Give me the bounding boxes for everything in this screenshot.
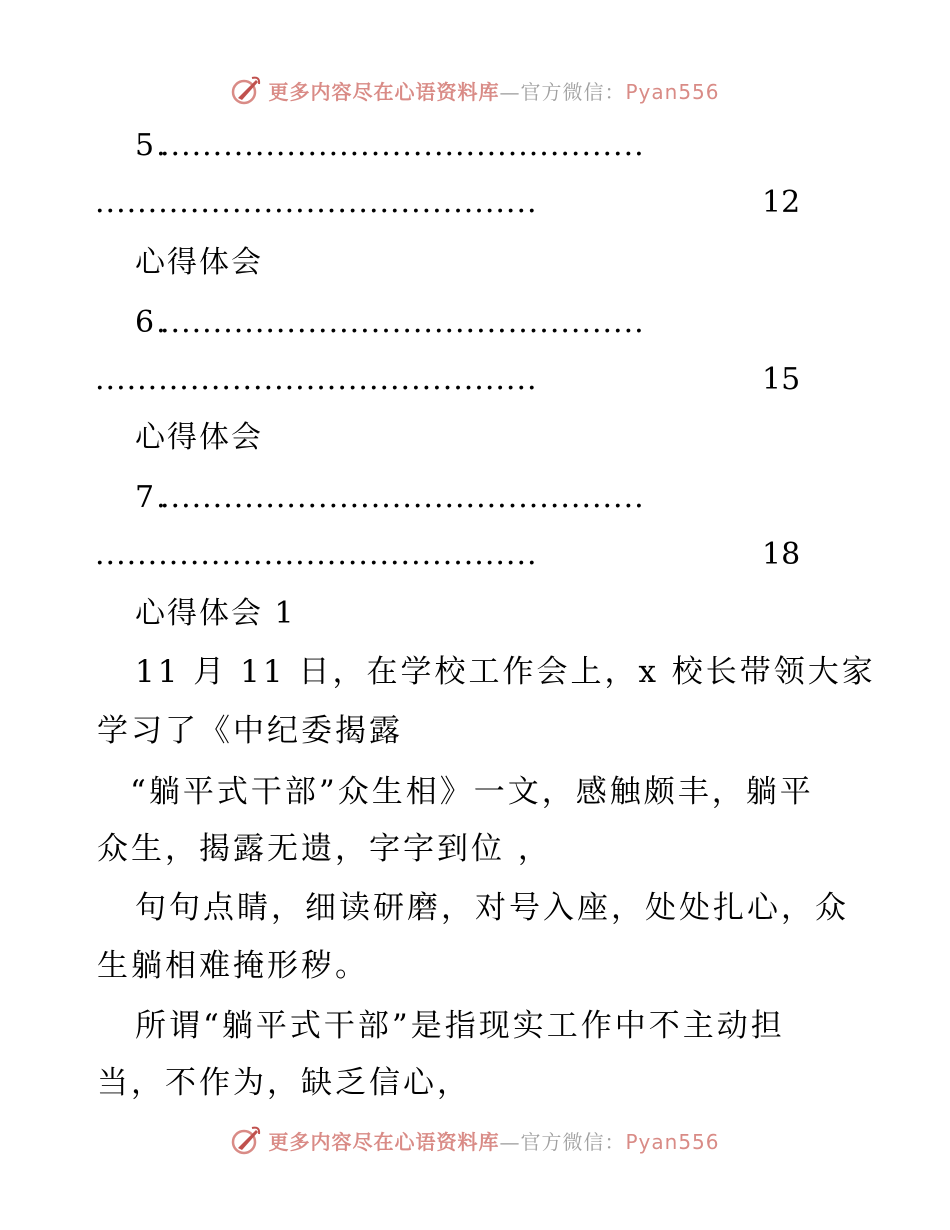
watermark-separator: — [499, 1129, 521, 1154]
paragraph-line: 学习了《中纪委揭露 [97, 713, 403, 749]
watermark-text [268, 76, 719, 105]
toc-leader: .............................................. [160, 305, 645, 340]
toc-page-number: 15 [762, 362, 801, 397]
toc-leader: .............................................. [160, 128, 645, 163]
quill-logo-icon [230, 1124, 262, 1156]
header-watermark [0, 70, 950, 110]
paragraph-line: 当，不作为，缺乏信心， [97, 1065, 471, 1101]
paragraph-line: 11 月 11 日，在学校工作会上，x 校长带领大家 [135, 654, 876, 690]
watermark-separator: — [499, 79, 521, 104]
toc-leader: .......................................... [95, 362, 538, 397]
watermark-wechat-id: Pyan556 [625, 1129, 720, 1154]
paragraph-line: 众生，揭露无遗，字字到位 ， [97, 831, 552, 867]
toc-number: 5. [135, 128, 168, 163]
watermark-text [268, 1126, 719, 1155]
toc-leader: .......................................... [95, 185, 538, 220]
quill-logo-icon [230, 74, 262, 106]
watermark-official: 官方微信： [520, 1129, 626, 1154]
toc-page-number: 18 [762, 537, 801, 572]
watermark-brand: 更多内容尽在心语资料库 [268, 1129, 500, 1154]
section-heading: 心得体会 1 [135, 596, 296, 631]
toc-number: 7. [135, 480, 168, 515]
toc-title: 心得体会 [135, 420, 263, 455]
footer-watermark [0, 1120, 950, 1160]
toc-leader: .......................................... [95, 537, 538, 572]
toc-leader: .............................................. [160, 480, 645, 515]
paragraph-line: 生躺相难掩形秽。 [97, 948, 369, 984]
toc-page-number: 12 [762, 185, 801, 220]
watermark-brand: 更多内容尽在心语资料库 [268, 79, 500, 104]
watermark-official: 官方微信： [520, 79, 626, 104]
paragraph-line: “躺平式干部”众生相》一文，感触颇丰，躺平 [130, 774, 814, 810]
toc-number: 6. [135, 305, 168, 340]
watermark-wechat-id: Pyan556 [625, 79, 720, 104]
toc-title: 心得体会 [135, 245, 263, 280]
paragraph-line: 所谓“躺平式干部”是指现实工作中不主动担 [135, 1008, 785, 1044]
paragraph-line: 句句点睛，细读研磨，对号入座，处处扎心，众 [135, 890, 849, 926]
